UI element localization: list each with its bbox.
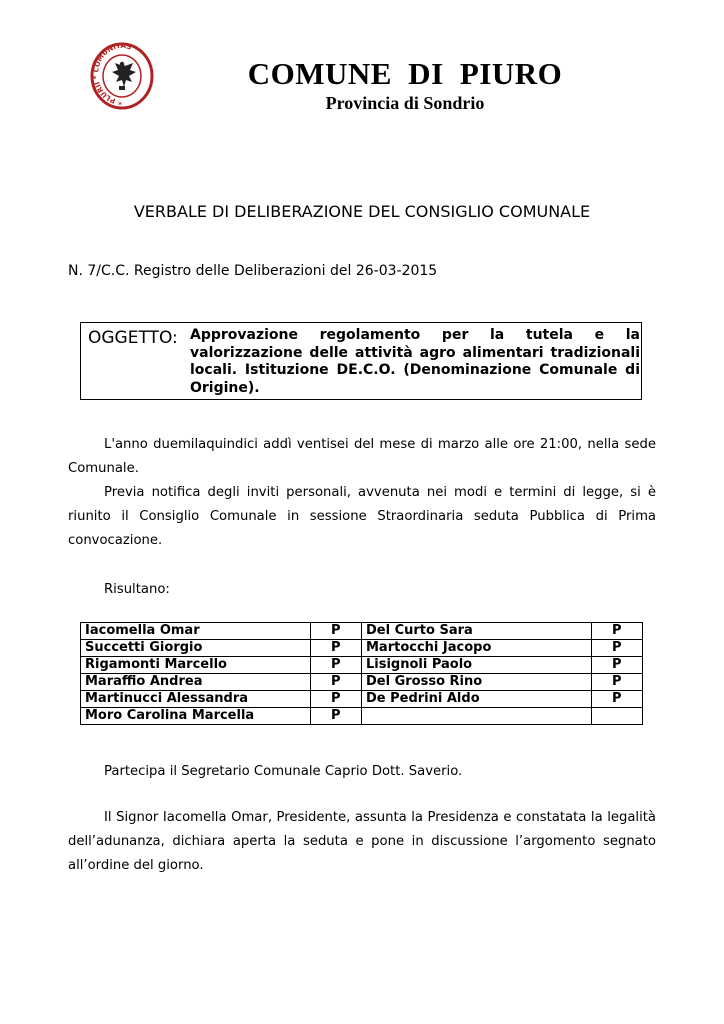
member-status: P — [310, 674, 361, 691]
member-status: P — [591, 657, 642, 674]
page-subtitle: Provincia di Sondrio — [325, 93, 485, 113]
member-name: Del Grosso Rino — [361, 674, 591, 691]
member-name: Succetti Giorgio — [81, 640, 311, 657]
member-name: Rigamonti Marcello — [81, 657, 311, 674]
table-row — [81, 691, 643, 708]
member-name — [361, 708, 591, 725]
member-name: Maraffio Andrea — [81, 674, 311, 691]
member-status: P — [310, 691, 361, 708]
member-name: Martinucci Alessandra — [81, 691, 311, 708]
member-name: Martocchi Jacopo — [361, 640, 591, 657]
member-name: Del Curto Sara — [361, 623, 591, 640]
paragraph-presidente: Il Signor Iacomella Omar, Presidente, assunta la Presidenza e constatata la legalità dell’adunanza, dichiara aperta la seduta e pone in discussione l’argomento segnato all’ordine del giorno. — [68, 810, 656, 873]
segretario-line: Partecipa il Segretario Comunale Caprio Dott. Saverio. — [104, 764, 463, 779]
attendance-table — [80, 622, 643, 725]
member-status: P — [591, 674, 642, 691]
paragraph-date: L'anno duemilaquindici addì ventisei del mese di marzo alle ore 21:00, nella sede Comunale. — [68, 437, 656, 476]
risultano-label: Risultano: — [104, 582, 170, 597]
registro-line: N. 7/C.C. Registro delle Deliberazioni del 26-03-2015 — [68, 263, 438, 279]
member-name: Lisignoli Paolo — [361, 657, 591, 674]
member-name: Moro Carolina Marcella — [81, 708, 311, 725]
document-heading: VERBALE DI DELIBERAZIONE DEL CONSIGLIO COMUNALE — [133, 202, 591, 221]
member-name: De Pedrini Aldo — [361, 691, 591, 708]
member-status: P — [591, 623, 642, 640]
oggetto-box — [80, 322, 642, 400]
paragraph-convocazione: Previa notifica degli inviti personali, avvenuta nei modi e termini di legge, si è riunito il Consiglio Comunale in sessione Straordinaria seduta Pubblica di Prima convocazione. — [68, 485, 656, 548]
page-title: COMUNE DI PIURO — [247, 56, 563, 91]
oggetto-text: Approvazione regolamento per la tutela e la valorizzazione delle attività agro alimentari tradizionali locali. Istituzione DE.C.O. (Denominazione Comunale di Origine). — [190, 327, 640, 396]
member-status: P — [310, 623, 361, 640]
seal-text: * PLURII * COMUNITAS * — [92, 42, 140, 107]
member-status: P — [591, 691, 642, 708]
table-row — [81, 640, 643, 657]
table-row — [81, 623, 643, 640]
member-name: Iacomella Omar — [81, 623, 311, 640]
member-status: P — [310, 708, 361, 725]
table-row — [81, 708, 643, 725]
table-row — [81, 657, 643, 674]
member-status: P — [310, 640, 361, 657]
comune-seal-icon — [90, 42, 154, 110]
table-row — [81, 674, 643, 691]
oggetto-label: OGGETTO: — [88, 328, 178, 348]
member-status — [591, 708, 642, 725]
member-status: P — [591, 640, 642, 657]
member-status: P — [310, 657, 361, 674]
